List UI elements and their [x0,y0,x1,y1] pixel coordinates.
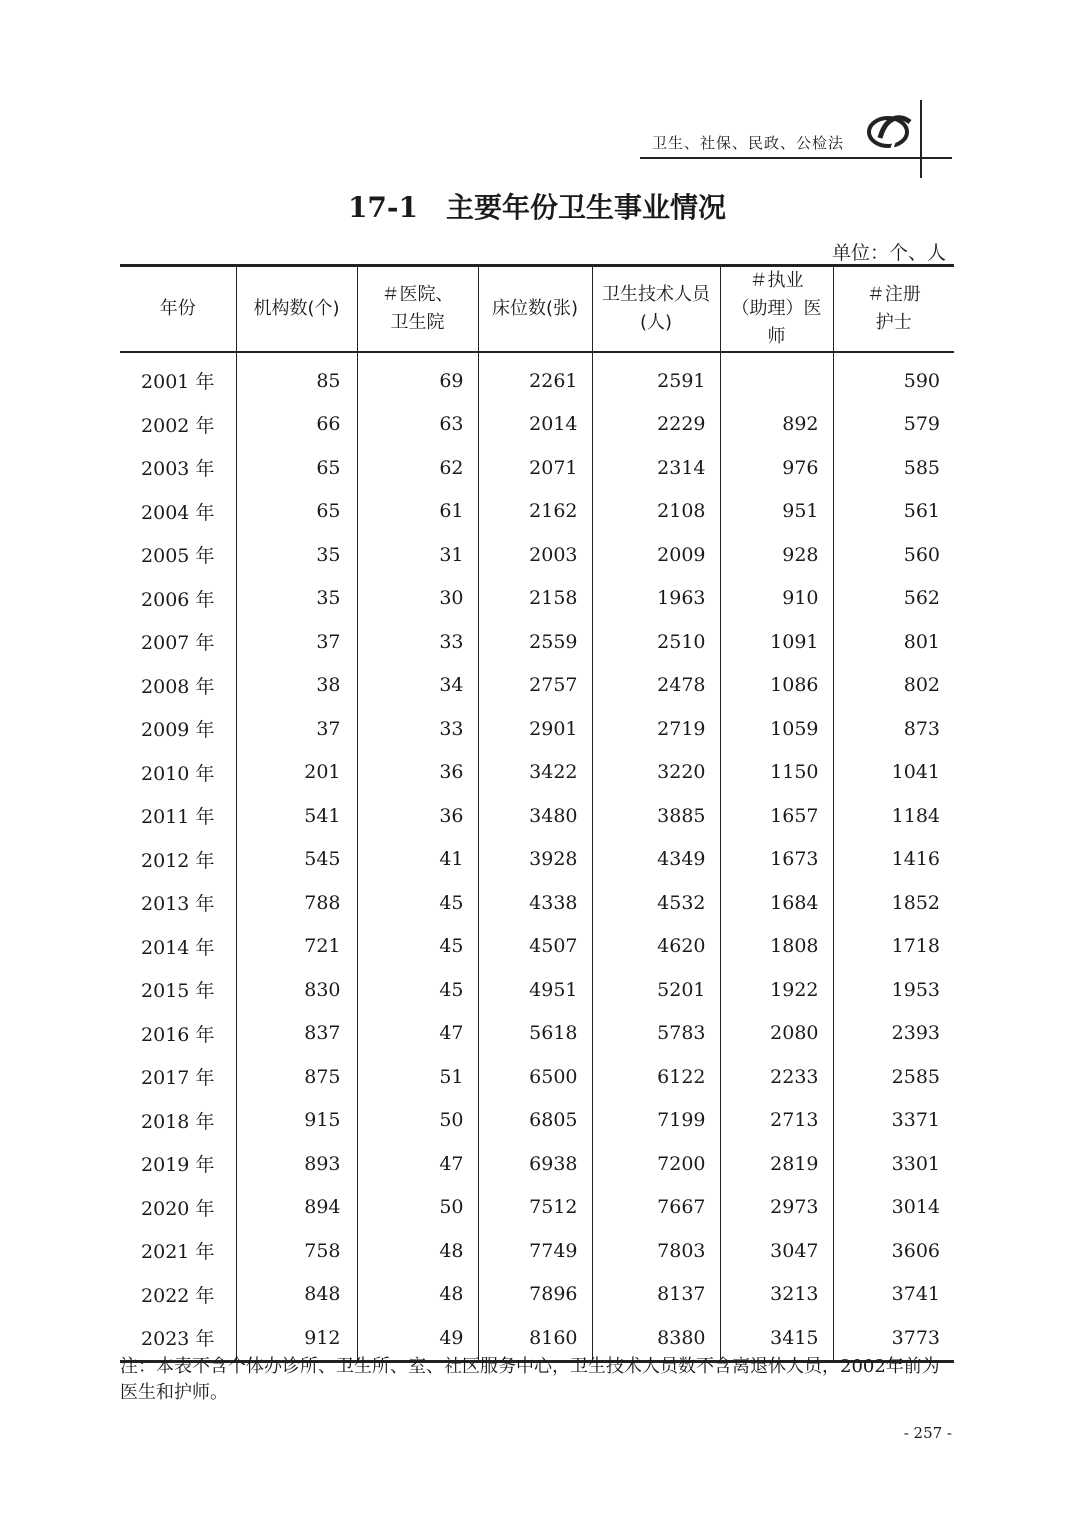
value-cell: 37 [236,707,357,751]
value-cell: 1041 [833,751,954,795]
value-cell: 562 [833,577,954,621]
value-cell: 1086 [720,664,833,708]
value-cell: 894 [236,1186,357,1230]
year-cell: 2013 年 [141,893,215,916]
value-cell: 1150 [720,751,833,795]
table-row [120,403,954,447]
year-cell: 2019 年 [141,1154,215,1177]
value-cell: 560 [833,533,954,577]
value-cell: 30 [357,577,478,621]
value-cell: 45 [357,925,478,969]
table-row [120,881,954,925]
table-row [120,1055,954,1099]
value-cell: 3422 [478,751,592,795]
table-row [120,1099,954,1143]
value-cell: 4532 [592,881,720,925]
value-cell: 830 [236,968,357,1012]
value-cell: 1922 [720,968,833,1012]
value-cell: 873 [833,707,954,751]
value-cell: 2233 [720,1055,833,1099]
value-cell: 758 [236,1229,357,1273]
table-row [120,1273,954,1317]
value-cell: 2014 [478,403,592,447]
value-cell: 541 [236,794,357,838]
table-row [120,1186,954,1230]
value-cell: 2713 [720,1099,833,1143]
table-row [120,1012,954,1056]
table-row [120,925,954,969]
value-cell: 5201 [592,968,720,1012]
value-cell: 1673 [720,838,833,882]
value-cell: 47 [357,1012,478,1056]
column-header: ＃注册 护士 [833,266,954,353]
value-cell: 4507 [478,925,592,969]
value-cell: 7200 [592,1142,720,1186]
table-row [120,1142,954,1186]
value-cell: 976 [720,446,833,490]
value-cell: 4338 [478,881,592,925]
value-cell: 1059 [720,707,833,751]
value-cell: 3773 [833,1316,954,1361]
value-cell: 1184 [833,794,954,838]
page-number: - 257 - [903,1424,952,1442]
year-cell: 2014 年 [141,936,215,959]
column-header: 床位数(张) [478,266,592,353]
year-cell: 2017 年 [141,1067,215,1090]
value-cell: 36 [357,794,478,838]
value-cell: 41 [357,838,478,882]
value-cell: 892 [720,403,833,447]
year-cell: 2004 年 [141,501,215,524]
value-cell: 721 [236,925,357,969]
value-cell: 5618 [478,1012,592,1056]
year-cell: 2012 年 [141,849,215,872]
year-cell: 2005 年 [141,545,215,568]
year-cell: 2010 年 [141,762,215,785]
value-cell: 50 [357,1099,478,1143]
table-row [120,968,954,1012]
value-cell: 4620 [592,925,720,969]
value-cell: 7199 [592,1099,720,1143]
value-cell: 1808 [720,925,833,969]
value-cell: 3220 [592,751,720,795]
value-cell: 545 [236,838,357,882]
year-cell: 2023 年 [120,1316,236,1361]
value-cell: 910 [720,577,833,621]
value-cell: 69 [357,352,478,403]
value-cell: 2719 [592,707,720,751]
value-cell: 63 [357,403,478,447]
value-cell: 2071 [478,446,592,490]
value-cell: 65 [236,490,357,534]
value-cell: 51 [357,1055,478,1099]
value-cell: 50 [357,1186,478,1230]
value-cell: 3885 [592,794,720,838]
value-cell: 561 [833,490,954,534]
year-cell: 2001 年 [141,371,215,394]
value-cell: 3415 [720,1316,833,1361]
value-cell: 875 [236,1055,357,1099]
chapter-logo-icon [866,108,914,156]
table-row [120,838,954,882]
value-cell: 35 [236,577,357,621]
column-header: ＃医院、 卫生院 [357,266,478,353]
value-cell: 2819 [720,1142,833,1186]
year-cell: 2008 年 [141,675,215,698]
value-cell: 6938 [478,1142,592,1186]
value-cell: 45 [357,968,478,1012]
value-cell: 2108 [592,490,720,534]
value-cell [720,352,833,403]
value-cell: 3047 [720,1229,833,1273]
value-cell: 5783 [592,1012,720,1056]
value-cell: 3301 [833,1142,954,1186]
value-cell: 3014 [833,1186,954,1230]
value-cell: 8160 [478,1316,592,1361]
value-cell: 8380 [592,1316,720,1361]
column-header: ＃执业 （助理）医 师 [720,266,833,353]
value-cell: 48 [357,1229,478,1273]
value-cell: 579 [833,403,954,447]
value-cell: 4349 [592,838,720,882]
value-cell: 2559 [478,620,592,664]
value-cell: 1718 [833,925,954,969]
value-cell: 2591 [592,352,720,403]
year-cell: 2002 年 [141,414,215,437]
value-cell: 47 [357,1142,478,1186]
value-cell: 33 [357,620,478,664]
health-statistics-table [120,264,954,1363]
value-cell: 7512 [478,1186,592,1230]
year-cell: 2009 年 [141,719,215,742]
table-body [120,352,954,1361]
value-cell: 1953 [833,968,954,1012]
value-cell: 36 [357,751,478,795]
unit-label: 单位：个、人 [831,242,946,264]
value-cell: 802 [833,664,954,708]
year-cell: 2021 年 [141,1241,215,1264]
year-cell: 2003 年 [141,458,215,481]
value-cell: 48 [357,1273,478,1317]
value-cell: 3480 [478,794,592,838]
value-cell: 1091 [720,620,833,664]
value-cell: 893 [236,1142,357,1186]
value-cell: 45 [357,881,478,925]
table-row [120,490,954,534]
year-cell: 2018 年 [141,1110,215,1133]
value-cell: 2009 [592,533,720,577]
value-cell: 7803 [592,1229,720,1273]
header-horizontal-rule [640,157,952,159]
table-row [120,751,954,795]
year-cell: 2022 年 [141,1284,215,1307]
value-cell: 1657 [720,794,833,838]
header-vertical-rule [920,100,922,178]
value-cell: 1416 [833,838,954,882]
value-cell: 2585 [833,1055,954,1099]
value-cell: 912 [236,1316,357,1361]
value-cell: 928 [720,533,833,577]
value-cell: 85 [236,352,357,403]
value-cell: 38 [236,664,357,708]
value-cell: 951 [720,490,833,534]
value-cell: 2003 [478,533,592,577]
value-cell: 7667 [592,1186,720,1230]
value-cell: 65 [236,446,357,490]
value-cell: 31 [357,533,478,577]
value-cell: 35 [236,533,357,577]
year-cell: 2020 年 [141,1197,215,1220]
year-cell: 2007 年 [141,632,215,655]
table-row [120,664,954,708]
value-cell: 1963 [592,577,720,621]
value-cell: 1852 [833,881,954,925]
value-cell: 3928 [478,838,592,882]
value-cell: 2757 [478,664,592,708]
page-title: 17-1 主要年份卫生事业情况 [347,191,727,224]
value-cell: 7896 [478,1273,592,1317]
table-row [120,533,954,577]
value-cell: 2080 [720,1012,833,1056]
value-cell: 788 [236,881,357,925]
value-cell: 2158 [478,577,592,621]
value-cell: 3213 [720,1273,833,1317]
year-cell: 2011 年 [141,806,215,829]
year-cell: 2006 年 [141,588,215,611]
value-cell: 2478 [592,664,720,708]
table-header-row [120,266,954,353]
column-header: 卫生技术人员 (人) [592,266,720,353]
section-header: 卫生、社保、民政、公检法 [652,134,845,152]
table-note: 注：本表不含个体办诊所、卫生所、室、社区服务中心，卫生技术人员数不含离退休人员，2002年前为医生和护师。 [120,1356,940,1403]
value-cell: 37 [236,620,357,664]
table-row [120,794,954,838]
value-cell: 2229 [592,403,720,447]
value-cell: 2510 [592,620,720,664]
value-cell: 201 [236,751,357,795]
value-cell: 848 [236,1273,357,1317]
column-header: 年份 [120,266,236,353]
value-cell: 49 [357,1316,478,1361]
table-row [120,620,954,664]
value-cell: 34 [357,664,478,708]
value-cell: 3606 [833,1229,954,1273]
value-cell: 6500 [478,1055,592,1099]
value-cell: 2973 [720,1186,833,1230]
value-cell: 1684 [720,881,833,925]
table-row [120,352,954,403]
value-cell: 8137 [592,1273,720,1317]
year-cell: 2015 年 [141,980,215,1003]
table-row [120,577,954,621]
value-cell: 4951 [478,968,592,1012]
value-cell: 61 [357,490,478,534]
value-cell: 2901 [478,707,592,751]
value-cell: 2393 [833,1012,954,1056]
value-cell: 2314 [592,446,720,490]
value-cell: 6122 [592,1055,720,1099]
value-cell: 2162 [478,490,592,534]
value-cell: 915 [236,1099,357,1143]
column-header: 机构数(个) [236,266,357,353]
value-cell: 3371 [833,1099,954,1143]
value-cell: 3741 [833,1273,954,1317]
table-row [120,1229,954,1273]
value-cell: 66 [236,403,357,447]
value-cell: 62 [357,446,478,490]
table-row [120,707,954,751]
value-cell: 7749 [478,1229,592,1273]
year-cell: 2016 年 [141,1023,215,1046]
value-cell: 801 [833,620,954,664]
value-cell: 2261 [478,352,592,403]
value-cell: 590 [833,352,954,403]
value-cell: 6805 [478,1099,592,1143]
table-row [120,446,954,490]
value-cell: 837 [236,1012,357,1056]
value-cell: 33 [357,707,478,751]
value-cell: 585 [833,446,954,490]
